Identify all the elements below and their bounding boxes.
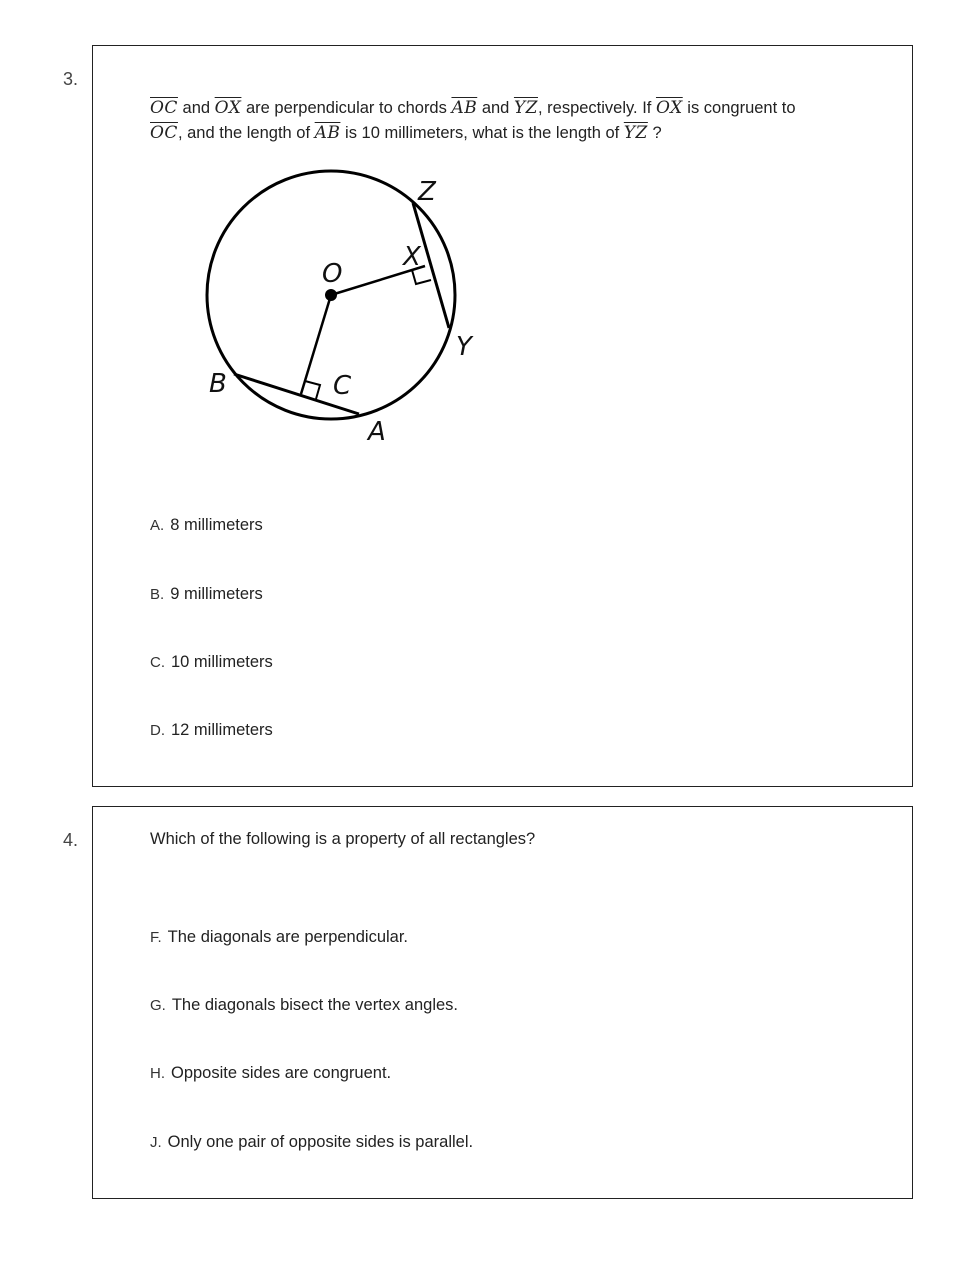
label-a: A — [368, 417, 386, 447]
label-x: X — [403, 242, 421, 272]
segment-yz: $\overline{YZ}$ — [513, 98, 538, 118]
label-o: O — [322, 259, 343, 289]
label-z: Z — [418, 177, 436, 207]
answer-choice-b[interactable]: B. 9 millimeters — [150, 585, 263, 603]
question-stem: Which of the following is a property of all rectangles? — [150, 830, 536, 848]
center-point — [325, 289, 337, 301]
circle-diagram — [203, 168, 493, 458]
answer-choice-a[interactable]: A. 8 millimeters — [150, 516, 263, 534]
answer-choice-c[interactable]: C. 10 millimeters — [150, 653, 273, 671]
segment-ox: $\overline{OX}$ — [214, 98, 242, 118]
right-angle-x — [412, 270, 431, 284]
segment-ab: $\overline{AB}$ — [451, 98, 478, 118]
question-card — [92, 45, 913, 787]
label-c: C — [333, 371, 352, 401]
question-stem: $\overline{OC}$ and $\overline{OX}$ are perpendicular to chords $\overline{AB}$ and $\overline{YZ}$, respectively. If $\overline{OX}$ is congruent to $\overline{OC}$, and the length of $\overline{AB}$ is 10 millimeters, what is the length of $\overline{YZ}$ ? — [150, 98, 796, 143]
answer-choice-g[interactable]: G. The diagonals bisect the vertex angles. — [150, 996, 459, 1014]
answer-choice-d[interactable]: D. 12 millimeters — [150, 721, 273, 739]
answer-choice-h[interactable]: H. Opposite sides are congruent. — [150, 1064, 392, 1082]
segment-ox: $\overline{OX}$ — [655, 98, 683, 118]
segment-yz: $\overline{YZ}$ — [623, 123, 648, 143]
segment-oc: $\overline{OC}$ — [150, 123, 178, 143]
question-number: 4. — [63, 830, 79, 850]
segment-oc-line — [301, 295, 331, 394]
segment-oc: $\overline{OC}$ — [150, 98, 178, 118]
label-y: Y — [456, 332, 472, 362]
answer-choice-f[interactable]: F. The diagonals are perpendicular. — [150, 928, 409, 946]
answer-choice-j[interactable]: J. Only one pair of opposite sides is parallel. — [150, 1133, 474, 1151]
label-b: B — [209, 369, 227, 399]
question-number: 3. — [63, 69, 79, 89]
segment-ab: $\overline{AB}$ — [314, 123, 341, 143]
question-card — [92, 806, 913, 1199]
